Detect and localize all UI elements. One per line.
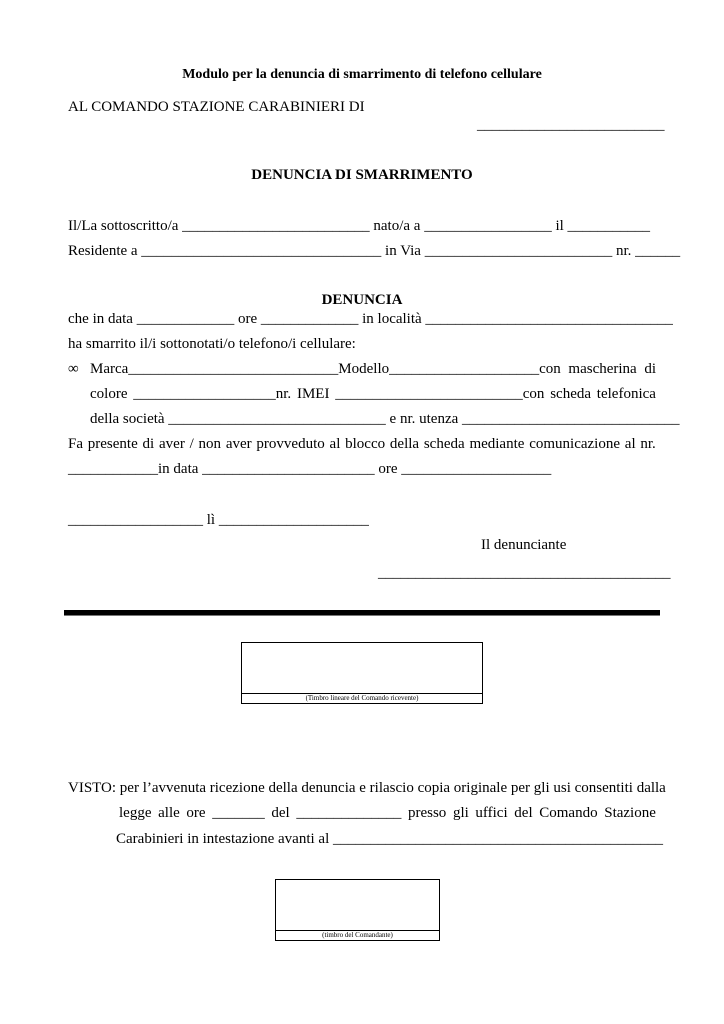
word: telefonica — [596, 386, 656, 402]
word: ore — [186, 805, 206, 821]
word: provveduto — [256, 436, 325, 452]
word: scheda — [423, 436, 465, 452]
word: scheda — [550, 386, 592, 402]
bullet-icon: ∞ — [68, 361, 79, 377]
word: ______________ — [296, 805, 402, 821]
word: presente — [87, 436, 138, 452]
lost-phones-line: ha smarrito il/i sottonotati/o telefono/i cellulare: — [68, 336, 356, 352]
word: aver — [159, 436, 185, 452]
word: legge — [119, 805, 152, 821]
word: _________________________con — [335, 386, 545, 402]
word: non — [198, 436, 222, 452]
date-time-place-line: che in data _____________ ore _____________ in località _________________________________ — [68, 311, 673, 327]
word: del — [271, 805, 290, 821]
word: nr. — [640, 436, 656, 452]
block-date-line: ____________in data _______________________ ore ____________________ — [68, 461, 552, 477]
place-date-line: __________________ lì ____________________ — [68, 512, 369, 528]
word: della — [389, 436, 420, 452]
word: mediante — [469, 436, 525, 452]
word: uffici — [475, 805, 508, 821]
word: ___________________nr. — [133, 386, 292, 402]
word: Comando — [539, 805, 598, 821]
word: aver — [225, 436, 252, 452]
word: / — [189, 436, 194, 452]
denuncia-heading: DENUNCIA — [321, 292, 403, 308]
visto-line-1: VISTO: per l’avvenuta ricezione della denuncia e rilascio copia originale per gli usi consentiti dalla — [68, 780, 666, 796]
commander-stamp-caption: (timbro del Comandante) — [276, 930, 439, 940]
visto-line-3: Carabinieri in intestazione avanti al ____________________________________________ — [116, 831, 664, 847]
declarant-label: Il denunciante — [481, 537, 567, 553]
word: Fa — [68, 436, 83, 452]
brand-model-line — [90, 361, 656, 378]
commander-stamp-box — [275, 879, 440, 941]
word: mascherina — [568, 361, 637, 377]
signature-line: _______________________________________ — [378, 565, 671, 581]
word: al — [624, 436, 636, 452]
color-imei-line — [90, 386, 656, 403]
word: presso — [407, 805, 447, 821]
word: comunicazione — [529, 436, 620, 452]
word: IMEI — [296, 386, 330, 402]
word: _______ — [212, 805, 265, 821]
word: di — [644, 361, 656, 377]
residence-line: Residente a ________________________________ in Via _________________________ nr. ______ — [68, 243, 681, 259]
word: gli — [452, 805, 469, 821]
visto-line-2 — [119, 805, 656, 822]
addressee-line: AL COMANDO STAZIONE CARABINIERI DI — [68, 99, 365, 115]
company-utenza-line: della società _____________________________ e nr. utenza _____________________________ — [90, 411, 680, 427]
document-title: Modulo per la denuncia di smarrimento di telefono cellulare — [182, 67, 542, 82]
section-title: DENUNCIA DI SMARRIMENTO — [251, 167, 473, 183]
word: alle — [158, 805, 180, 821]
receiving-stamp-caption: (Timbro lineare del Comando ricevente) — [242, 693, 482, 703]
word: di — [142, 436, 155, 452]
word: Stazione — [604, 805, 656, 821]
block-statement-line — [68, 436, 656, 453]
word: al — [329, 436, 341, 452]
word: del — [514, 805, 533, 821]
receiving-command-stamp-box — [241, 642, 483, 704]
word: colore — [90, 386, 128, 402]
section-divider — [64, 610, 660, 616]
addressee-blank: _________________________ — [477, 117, 665, 133]
declarant-line: Il/La sottoscritto/a _________________________ nato/a a _________________ il ___________ — [68, 218, 651, 234]
word: blocco — [345, 436, 386, 452]
word: Marca____________________________Modello____________________con — [90, 361, 561, 377]
